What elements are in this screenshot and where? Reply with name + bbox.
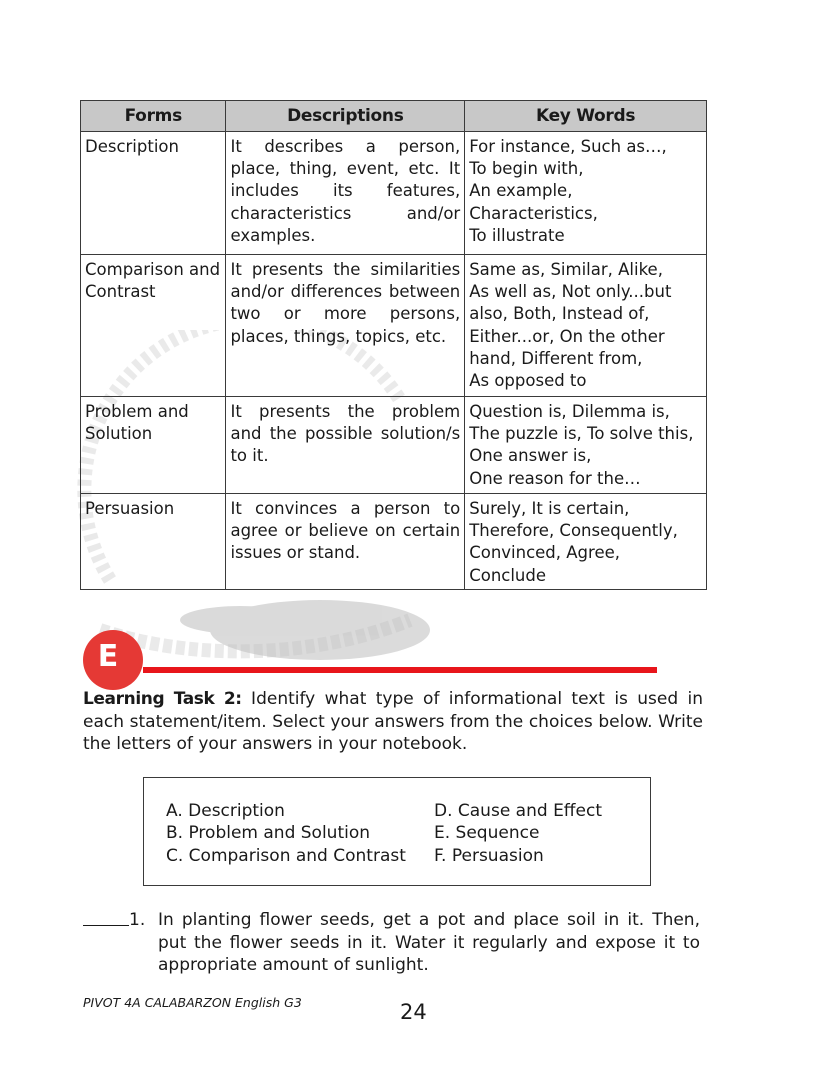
description-cell: It describes a person, place, thing, event, etc. It includes its features, characteristics and/or examples. [226,132,465,255]
description-cell: It presents the similarities and/or differences between two or more persons, places, things, topics, etc. [226,255,465,397]
keyword-line: Surely, It is certain, [469,499,630,518]
question-item [83,909,703,975]
table-row [81,255,707,397]
page-number: 24 [400,1000,427,1024]
description-cell: It convinces a person to agree or believe on certain issues or stand. [226,494,465,590]
table-row [81,397,707,494]
table-row [81,494,707,590]
keyword-line: also, Both, Instead of, [469,304,650,324]
keyword-line: Characteristics, [469,203,598,223]
keyword-line: To illustrate [469,225,565,245]
header-forms: Forms [81,101,226,132]
description-cell: It presents the problem and the possible solution/s to it. [226,397,465,494]
choice-item: A. Description [166,801,285,821]
keyword-line: For instance, Such as…, [469,137,667,156]
footer-source: PIVOT 4A CALABARZON English G3 [83,995,302,1010]
question-text: In planting flower seeds, get a pot and place soil in it. Then, put the flower seeds in it. Water it regularly and expose it to appropriate amount of sunlight. [158,910,700,975]
choices-right-column [434,800,602,867]
keywords-cell [465,132,707,255]
keyword-line: An example, [469,181,573,201]
keyword-line: To begin with, [469,159,584,179]
keyword-line: As opposed to [469,371,587,391]
keyword-line: Convinced, Agree, [469,543,620,563]
question-number: 1. [129,910,146,930]
keyword-line: hand, Different from, [469,348,643,368]
choices-left-column [166,800,406,867]
choice-item: C. Comparison and Contrast [166,845,406,866]
header-descriptions: Descriptions [226,101,465,132]
keyword-line: Question is, Dilemma is, [469,402,670,421]
form-cell: Persuasion [81,494,226,590]
task-label: Learning Task 2: [83,689,242,709]
table-header-row [81,101,707,132]
keyword-line: One answer is, [469,446,592,466]
informational-text-forms-table [80,100,707,590]
task-text: Identify what type of informational text is used in each statement/item. Select your answers from the choices below. Write the letters of your answers in your notebook. [83,689,703,754]
choice-item: D. Cause and Effect [434,801,602,821]
table-row [81,132,707,255]
section-letter: E [97,639,119,674]
form-cell: Problem and Solution [81,397,226,494]
keyword-line: One reason for the… [469,468,641,488]
keyword-line: Conclude [469,565,547,585]
header-key-words: Key Words [465,101,707,132]
keyword-line: As well as, Not only...but [469,282,672,302]
keywords-cell [465,397,707,494]
choices-box [143,777,651,886]
answer-blank [83,909,129,926]
keywords-cell [465,494,707,590]
section-divider [143,667,657,673]
choice-item: B. Problem and Solution [166,823,371,844]
keyword-line: The puzzle is, To solve this, [469,424,694,444]
keyword-line: Either...or, On the other [469,326,665,346]
keywords-cell [465,255,707,397]
form-cell: Description [81,132,226,255]
form-cell: Comparison and Contrast [81,255,226,397]
choice-item: F. Persuasion [434,845,544,866]
keyword-line: Same as, Similar, Alike, [469,260,663,279]
choice-item: E. Sequence [434,823,540,844]
keyword-line: Therefore, Consequently, [469,521,678,541]
task-instructions [83,688,703,756]
